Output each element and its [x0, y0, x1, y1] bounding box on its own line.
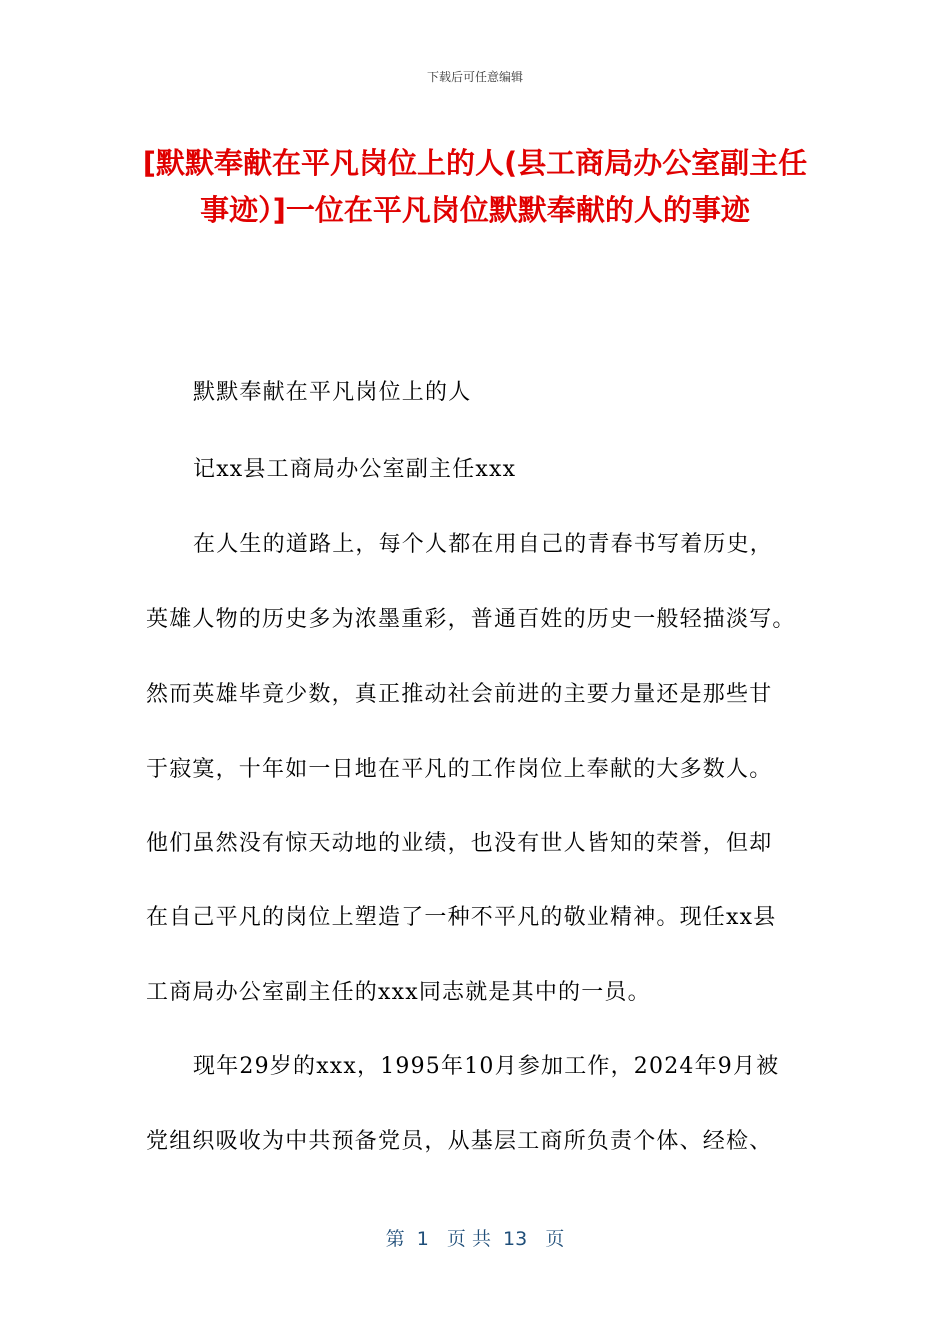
body-line: 默默奉献在平凡岗位上的人: [193, 380, 472, 405]
body-line: 他们虽然没有惊天动地的业绩，也没有世人皆知的荣誉，但却: [146, 831, 773, 856]
body-line: 现年29岁的xxx，1995年10月参加工作，2024年9月被: [193, 1054, 780, 1079]
header-note: 下载后可任意编辑: [426, 70, 523, 84]
page-number: 第 1 页 共 13 页: [385, 1228, 565, 1250]
body-line: 记xx县工商局办公室副主任xxx: [193, 457, 517, 482]
body-line: 于寂寞，十年如一日地在平凡的工作岗位上奉献的大多数人。: [146, 757, 773, 782]
body-line: 在自己平凡的岗位上塑造了一种不平凡的敬业精神。现任xx县: [146, 905, 777, 930]
body-line: 英雄人物的历史多为浓墨重彩，普通百姓的历史一般轻描淡写。: [146, 607, 796, 632]
body-line: 工商局办公室副主任的xxx同志就是其中的一员。: [146, 980, 651, 1005]
body-line: 党组织吸收为中共预备党员，从基层工商所负责个体、经检、: [146, 1129, 773, 1154]
body-line: 然而英雄毕竟少数，真正推动社会前进的主要力量还是那些甘: [146, 682, 773, 707]
body-line: 在人生的道路上，每个人都在用自己的青春书写着历史，: [193, 532, 774, 557]
document-title: [默默奉献在平凡岗位上的人(县工商局办公室副主任事迹）]一位在平凡岗位默默奉献的人的事迹: [142, 146, 808, 227]
